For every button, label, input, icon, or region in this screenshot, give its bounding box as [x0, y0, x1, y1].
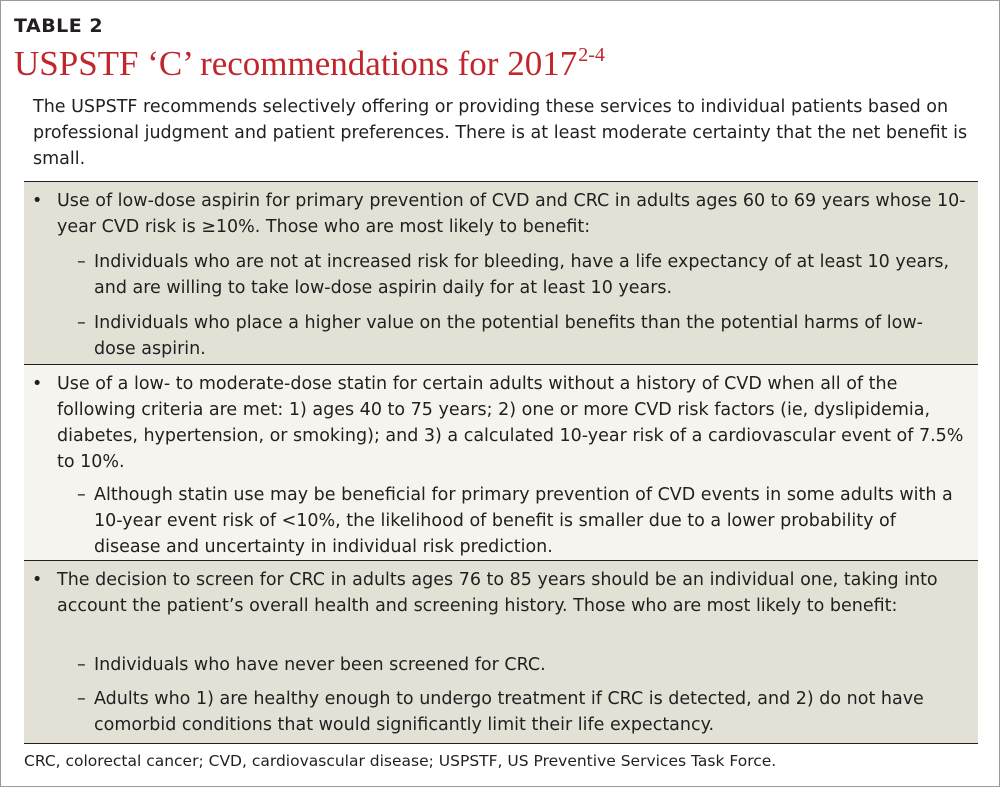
table-bottom-rule: [24, 743, 978, 744]
dash-icon: –: [77, 313, 86, 333]
intro-paragraph: The USPSTF recommends selectively offering or providing these services to individual patients based on professional judgment and patient preferences. There is at least moderate certainty that the net benefit is small.: [33, 97, 968, 169]
table-title: [14, 44, 605, 84]
row-main-text: Use of low-dose aspirin for primary prevention of CVD and CRC in adults ages 60 to 69 years whose 10-year CVD risk is ≥10%. Those who are most likely to benefit:: [57, 191, 966, 237]
dash-icon: –: [77, 252, 86, 272]
table-label: TABLE 2: [14, 15, 104, 37]
table-row: [24, 182, 978, 364]
row-main-text: Use of a low- to moderate-dose statin for certain adults without a history of CVD when all of the following criteria are met: 1) ages 40 to 75 years; 2) one or more CVD risk factors (ie, dyslipidemia, diabetes, hypertension, or smoking); and 3) a calculated 10-year risk of a cardiovascular event of 7.5% to 10%.: [57, 374, 964, 472]
row-subitem: Although statin use may be beneficial for primary prevention of CVD events in some adults with a 10-year event risk of <10%, the likelihood of benefit is smaller due to a lower probability of disease and uncertainty in individual risk prediction.: [94, 485, 953, 557]
dash-icon: –: [77, 689, 86, 709]
title-text: USPSTF ‘C’ recommendations for 2017: [14, 44, 578, 83]
dash-icon: –: [77, 485, 86, 505]
bullet-icon: •: [32, 570, 43, 590]
dash-icon: –: [77, 655, 86, 675]
row-subitem: Individuals who have never been screened for CRC.: [94, 655, 546, 675]
row-main-text: The decision to screen for CRC in adults ages 76 to 85 years should be an individual one, taking into account the patient’s overall health and screening history. Those who are most likely to benefit:: [57, 570, 938, 616]
bullet-icon: •: [32, 374, 43, 394]
bullet-icon: •: [32, 191, 43, 211]
table-row: [24, 365, 978, 560]
table-row: [24, 561, 978, 743]
row-subitem: Adults who 1) are healthy enough to undergo treatment if CRC is detected, and 2) do not have comorbid conditions that would significantly limit their life expectancy.: [94, 689, 924, 735]
row-subitem: Individuals who place a higher value on the potential benefits than the potential harms of low-dose aspirin.: [94, 313, 923, 359]
footnote: CRC, colorectal cancer; CVD, cardiovascular disease; USPSTF, US Preventive Services Task Force.: [24, 752, 777, 770]
row-subitem: Individuals who are not at increased risk for bleeding, have a life expectancy of at least 10 years, and are willing to take low-dose aspirin daily for at least 10 years.: [94, 252, 950, 298]
title-superscript: 2-4: [578, 44, 605, 66]
